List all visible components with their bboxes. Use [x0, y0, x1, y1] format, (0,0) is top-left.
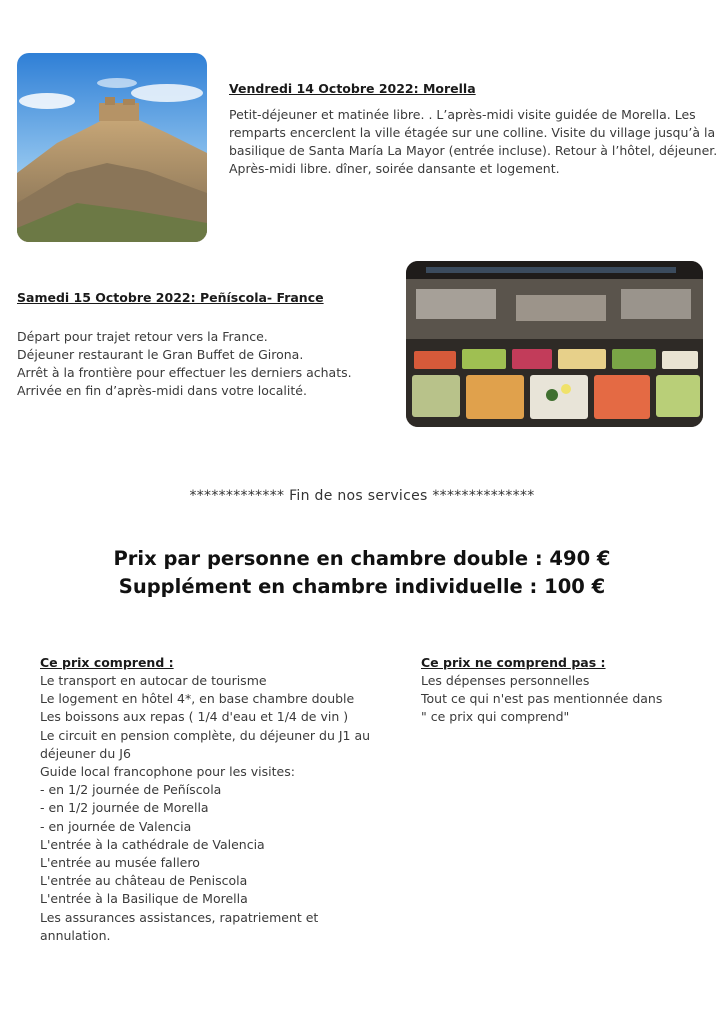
- day-1-description: [229, 106, 718, 178]
- day-2-line: Arrivée en fin d’après-midi dans votre localité.: [17, 383, 307, 398]
- day-1-line: basilique de Santa María La Mayor (entrée incluse). Retour à l’hôtel, déjeuner.: [229, 143, 718, 158]
- includes-list: [40, 672, 370, 945]
- list-item: - en 1/2 journée de Peñíscola: [40, 782, 222, 798]
- list-item: L'entrée au château de Peniscola: [40, 873, 248, 889]
- day-2-description: [17, 328, 352, 400]
- list-item: Le logement en hôtel 4*, en base chambre double: [40, 691, 355, 707]
- list-item: Guide local francophone pour les visites:: [40, 764, 295, 780]
- excludes-title: Ce prix ne comprend pas :: [421, 655, 606, 670]
- list-item: Les dépenses personnelles: [421, 673, 590, 688]
- list-item: déjeuner du J6: [40, 745, 131, 761]
- morella-castle-photo: [17, 53, 207, 242]
- list-item: " ce prix qui comprend": [421, 709, 570, 725]
- day-2-line: Départ pour trajet retour vers la France.: [17, 329, 268, 344]
- price-double-room: Prix par personne en chambre double : 490 €: [113, 547, 611, 570]
- list-item: Le circuit en pension complète, du déjeuner du J1 au: [40, 727, 371, 743]
- buffet-photo: [406, 261, 703, 427]
- day-1-line: remparts encerclent la ville étagée sur une colline. Visite du village jusqu’à la: [229, 125, 716, 140]
- list-item: Le transport en autocar de tourisme: [40, 673, 267, 688]
- day-1-line: Petit-déjeuner et matinée libre. . L’après-midi visite guidée de Morella. Les: [229, 107, 696, 122]
- list-item: Les boissons aux repas ( 1/4 d'eau et 1/4 de vin ): [40, 709, 349, 725]
- list-item: Les assurances assistances, rapatriement et: [40, 909, 319, 925]
- end-of-services-line: ************* Fin de nos services **************: [189, 488, 535, 504]
- day-2-line: Déjeuner restaurant le Gran Buffet de Girona.: [17, 347, 304, 362]
- list-item: - en 1/2 journée de Morella: [40, 800, 209, 816]
- list-item: annulation.: [40, 927, 111, 943]
- day-1-title: Vendredi 14 Octobre 2022: Morella: [229, 81, 476, 96]
- includes-title: Ce prix comprend :: [40, 655, 174, 670]
- day-2-title: Samedi 15 Octobre 2022: Peñíscola- France: [17, 290, 324, 305]
- day-2-line: Arrêt à la frontière pour effectuer les derniers achats.: [17, 365, 352, 380]
- list-item: L'entrée à la Basilique de Morella: [40, 891, 248, 907]
- excludes-list: [421, 672, 662, 727]
- list-item: L'entrée au musée fallero: [40, 855, 200, 871]
- day-1-line: Après-midi libre. dîner, soirée dansante et logement.: [229, 161, 560, 176]
- list-item: - en journée de Valencia: [40, 818, 192, 834]
- list-item: L'entrée à la cathédrale de Valencia: [40, 836, 265, 852]
- list-item: Tout ce qui n'est pas mentionnée dans: [421, 691, 663, 707]
- price-single-supplement: Supplément en chambre individuelle : 100 €: [118, 575, 606, 598]
